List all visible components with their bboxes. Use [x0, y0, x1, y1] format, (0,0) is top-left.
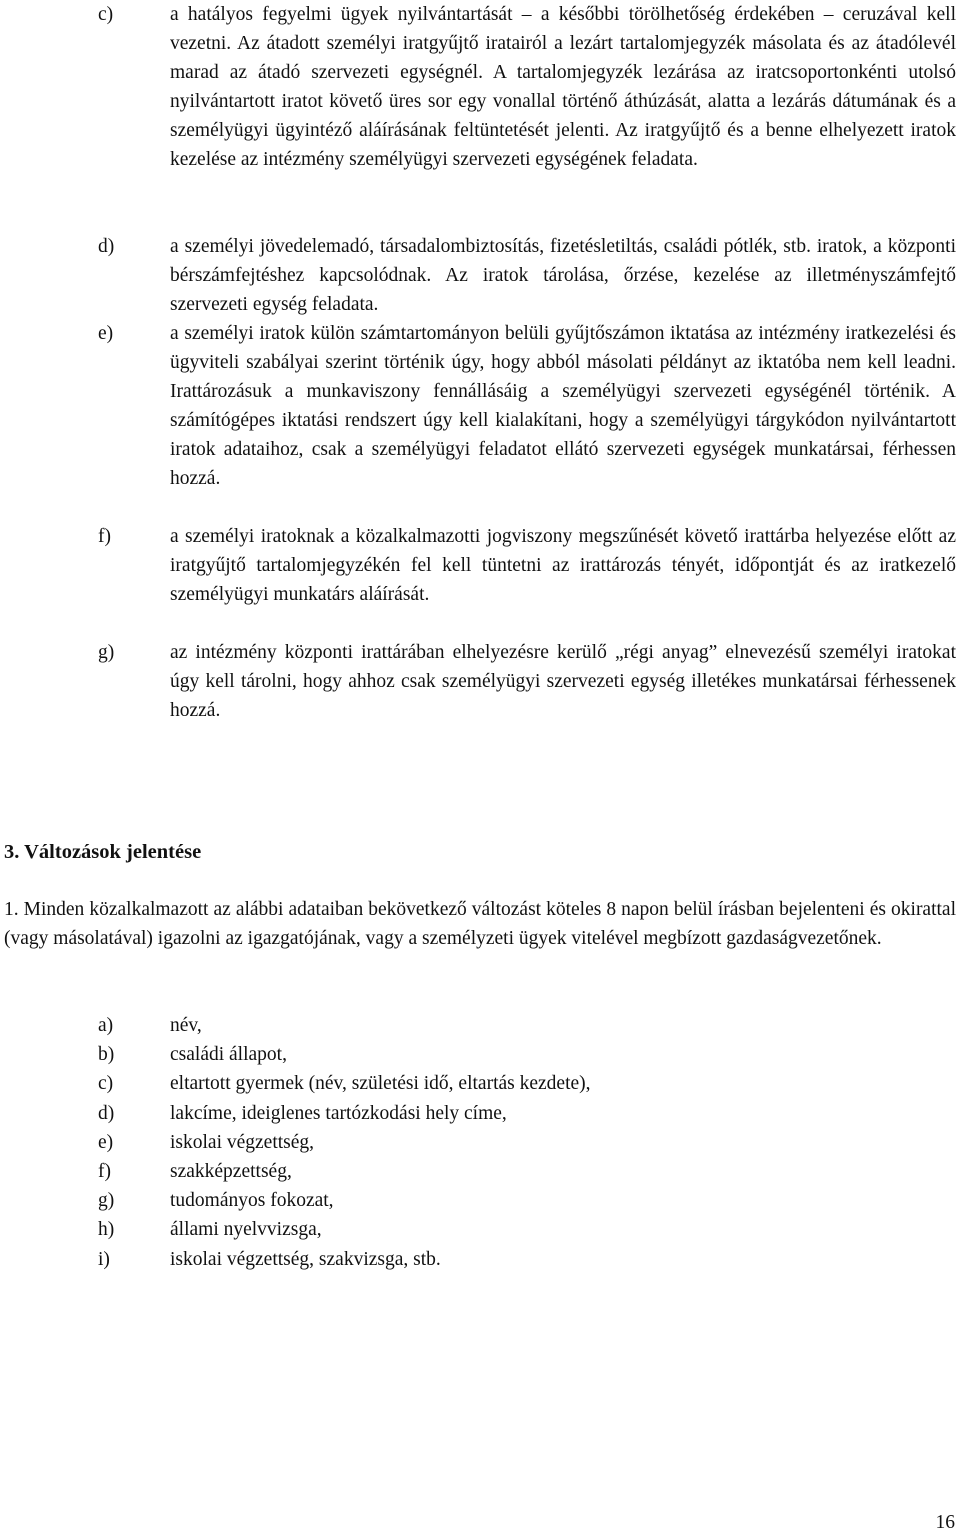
- change-list-item: [0, 1069, 960, 1098]
- change-list-label: i): [98, 1248, 110, 1270]
- change-list-label: h): [98, 1219, 115, 1241]
- list-item-c: [0, 0, 960, 232]
- change-list-item: [0, 1245, 960, 1274]
- change-list: [0, 1011, 960, 1274]
- list-item-text: a személyi iratoknak a közalkalmazotti jogviszony megszűnését követő irattárba helyezése előtt az iratgyűjtő tartalomjegyzékén fel kell tüntetni az irattározás tényét, időpontját és az iratkezelő személyügyi munkatárs aláírását.: [170, 526, 956, 605]
- section-heading: 3. Változások jelentése: [4, 841, 202, 863]
- upper-list: [0, 0, 960, 725]
- change-list-item: [0, 1186, 960, 1215]
- change-list-text: iskolai végzettség, szakvizsga, stb.: [170, 1248, 441, 1270]
- change-list-text: családi állapot,: [170, 1044, 287, 1066]
- change-list-text: név,: [170, 1015, 202, 1036]
- change-list-label: g): [98, 1190, 115, 1212]
- change-list-text: tudományos fokozat,: [170, 1190, 334, 1212]
- change-list-item: [0, 1011, 960, 1040]
- list-item-e: [0, 319, 960, 522]
- list-item-label: f): [98, 526, 111, 547]
- change-list-item: [0, 1128, 960, 1157]
- change-list-text: eltartott gyermek (név, születési idő, eltartás kezdete),: [170, 1073, 591, 1095]
- change-list-item: [0, 1040, 960, 1069]
- change-list-label: b): [98, 1044, 115, 1066]
- change-list-label: d): [98, 1102, 115, 1124]
- list-item-g: [0, 638, 960, 725]
- change-list-label: e): [98, 1131, 114, 1153]
- change-list-item: [0, 1215, 960, 1244]
- change-list-text: állami nyelvvizsga,: [170, 1219, 322, 1241]
- list-item-d: [0, 232, 960, 319]
- list-item-label: e): [98, 323, 114, 344]
- change-list-text: szakképzettség,: [170, 1160, 292, 1182]
- change-list-label: c): [98, 1073, 114, 1095]
- list-item-label: g): [98, 642, 115, 663]
- change-list-label: f): [98, 1160, 111, 1182]
- change-list-text: iskolai végzettség,: [170, 1131, 315, 1153]
- list-item-text: a személyi iratok külön számtartományon belüli gyűjtőszámon iktatása az intézmény iratkezelési és ügyviteli szabályai szerint történik úgy, hogy abból másolati példányt az iktatóba nem kell leadni. Irattározásuk a munkaviszony fennállásáig a személyügyi szervezeti egységénél történik. A számítógépes iktatási rendszert úgy kell kialakítani, hogy a személyügyi tárgykódon nyilvántartott iratok adataihoz, csak a személyügyi feladatot ellátó szervezeti egységek munkatársai, férhessen hozzá.: [170, 323, 956, 489]
- list-item-f: [0, 522, 960, 638]
- change-list-item: [0, 1099, 960, 1128]
- list-item-text: az intézmény központi irattárában elhelyezésre kerülő „régi anyag” elnevezésű személyi iratokat úgy kell tárolni, hogy ahhoz csak személyügyi szervezeti egység illetékes munkatársai férhessenek hozzá.: [170, 642, 956, 721]
- change-list-item: [0, 1157, 960, 1186]
- change-list-label: a): [98, 1015, 114, 1036]
- change-list-text: lakcíme, ideiglenes tartózkodási hely címe,: [170, 1102, 507, 1124]
- section-paragraph: 1. Minden közalkalmazott az alábbi adataiban bekövetkező változást köteles 8 napon belül írásban bejelenteni és okirattal (vagy másolatával) igazolni az igazgatójának, vagy a személyzeti ügyek vitelével megbízott gazdaságvezetőnek.: [4, 899, 956, 949]
- list-item-text: a hatályos fegyelmi ügyek nyilvántartását – a későbbi törölhetőség érdekében – ceruzával kell vezetni. Az átadott személyi iratgyűjtő iratairól a lezárt tartalomjegyzék másolata és az átadólevél marad az átadó szervezeti egységnél. A tartalomjegyzék lezárása az iratcsoportonkénti utolsó nyilvántartott iratot követő üres sor egy vonallal történő áthúzását, alatta a lezárás dátumának és a személyügyi ügyintéző aláírásának feltüntetését jelenti. Az iratgyűjtő és a benne elhelyezett iratok kezelése az intézmény személyügyi szervezeti egységének feladata.: [170, 4, 956, 170]
- list-item-label: d): [98, 236, 115, 257]
- page-number: 16: [935, 1512, 955, 1533]
- list-item-label: c): [98, 4, 114, 25]
- list-item-text: a személyi jövedelemadó, társadalombiztosítás, fizetésletiltás, családi pótlék, stb. iratok, a központi bérszámfejtéshez kapcsolódnak. Az iratok tárolása, őrzése, kezelése az illetményszámfejtő szervezeti egység feladata.: [170, 236, 956, 315]
